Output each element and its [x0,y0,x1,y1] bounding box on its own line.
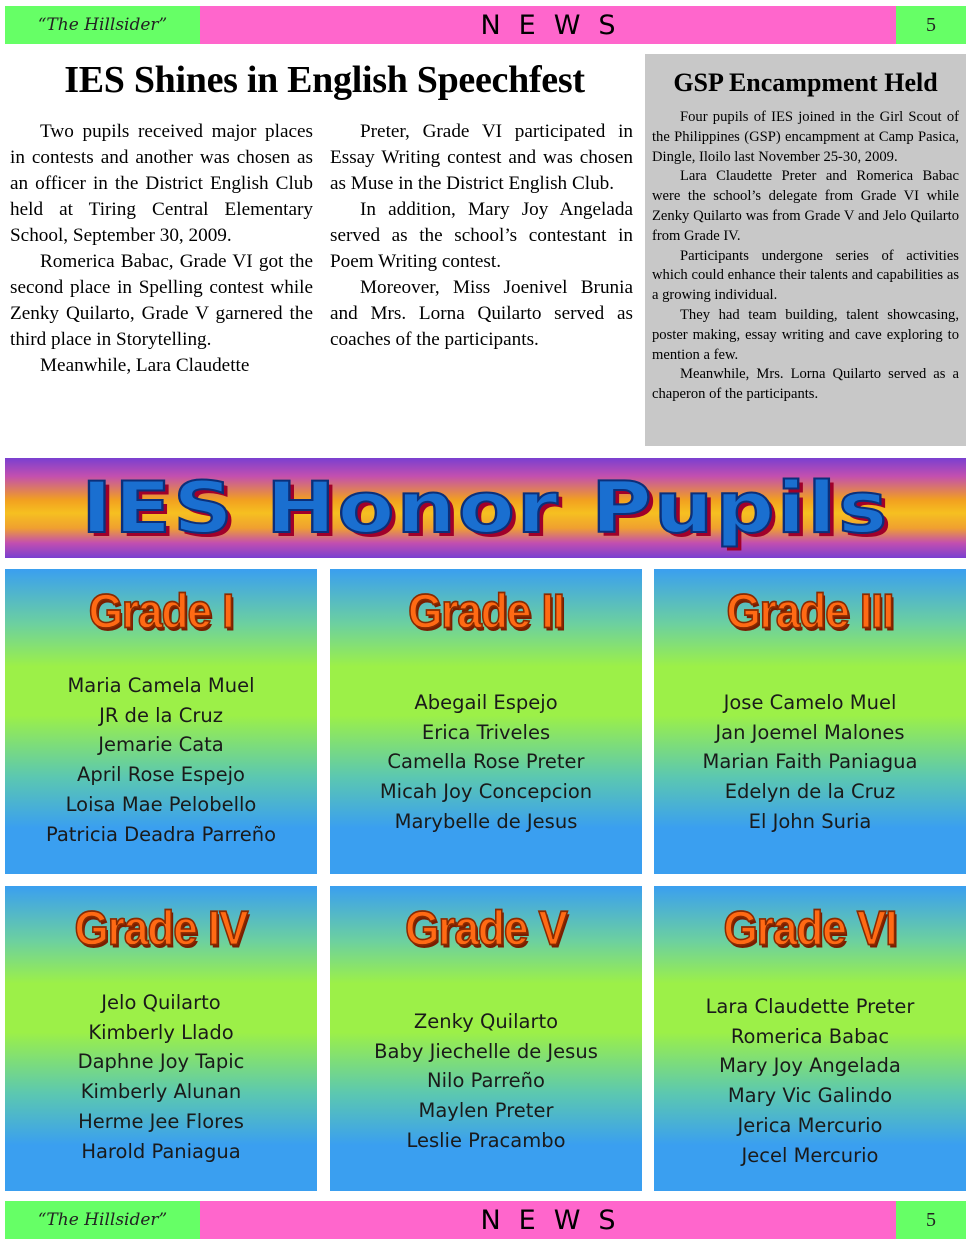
list-item: Mary Joy Angelada [719,1054,901,1078]
grade-card [5,569,317,874]
list-item: Zenky Quilarto [413,1010,559,1033]
side-paragraph: Meanwhile, Mrs. Lorna Quilarto served as a chaperon of the participants. [652,366,959,403]
list-item: Marian Faith Paniagua [702,750,918,774]
list-item: Edelyn de la Cruz [724,780,896,804]
side-paragraph: They had team building, talent showcasing, poster making, essay writing and cave exploring to mention a few. [652,306,959,363]
honor-list [654,992,966,1170]
list-item: Jemarie Cata [98,733,224,757]
honor-list [330,1007,642,1156]
grade-title: Grade II [408,584,564,639]
section-title: NEWS [200,1201,896,1239]
banner-title: IES Honor Pupils [81,467,890,549]
side-paragraph: Participants undergone series of activities which could enhance their talents and capabilities as a growing individual. [652,247,959,304]
grade-title: Grade IV [74,901,248,956]
grade-card [654,569,966,874]
list-item: Romerica Babac [730,1024,890,1048]
side-headline: GSP Encampment Held [673,68,938,97]
list-item: Patricia Deadra Parreño [45,822,277,846]
list-item: Harold Paniagua [81,1139,241,1163]
article-paragraph: Two pupils received major places in contests and another was chosen as an officer in the District English Club held at Tiring Central Elementary School, September 30, 2009. [10,121,313,246]
list-item: Micah Joy Concepcion [379,780,593,804]
page-number: 5 [896,6,966,44]
list-item: Mary Vic Galindo [727,1084,893,1108]
side-paragraph: Lara Claudette Preter and Romerica Babac were the school’s delegate from Grade VI while Zenky Quilarto was from Grade V and Jelo Quilarto from Grade IV. [652,168,959,244]
article-paragraph: Meanwhile, Lara Claudette [40,355,250,376]
list-item: Abegail Espejo [414,691,558,714]
newspaper-name: “The Hillsider” [5,1201,200,1239]
article-paragraph: Moreover, Miss Joenivel Brunia and Mrs. Lorna Quilarto served as coaches of the participants. [330,277,633,350]
honor-list [5,671,317,849]
article-paragraph: Romerica Babac, Grade VI got the second place in Spelling contest while Zenky Quilarto, Grade V garnered the third place in Storytelling. [10,251,313,350]
grade-title: Grade I [88,584,234,639]
list-item: Maylen Preter [418,1099,554,1123]
list-item: JR de la Cruz [99,703,223,727]
list-item: Jan Joemel Malones [715,720,905,744]
list-item: Daphne Joy Tapic [77,1050,245,1074]
header-bar [5,6,966,44]
article-paragraph: In addition, Mary Joy Angelada served as the school’s contestant in Poem Writing contest. [330,199,633,272]
list-item: El John Suria [748,809,872,833]
list-item: Kimberly Llado [88,1020,234,1044]
honor-pupils-banner [5,458,966,558]
list-item: Kimberly Alunan [80,1080,242,1104]
side-paragraph: Four pupils of IES joined in the Girl Scout of the Philippines (GSP) encampment at Camp Pasica, Dingle, Iloilo last November 25-30, 2009. [652,109,959,165]
article-paragraph: Preter, Grade VI participated in Essay Writing contest and was chosen as Muse in the District English Club. [330,121,633,194]
list-item: Erica Triveles [421,720,551,744]
list-item: Nilo Parreño [427,1069,545,1093]
side-article-body [645,108,966,405]
list-item: Camella Rose Preter [387,750,585,774]
page-number: 5 [896,1201,966,1239]
grade-card [5,886,317,1191]
section-title: NEWS [200,6,896,44]
list-item: Jose Camelo Muel [723,691,897,714]
grade-card [330,569,642,874]
list-item: Jerica Mercurio [737,1113,883,1137]
list-item: Baby Jiechelle de Jesus [374,1039,598,1063]
grade-card [330,886,642,1191]
main-headline: IES Shines in English Speechfest [64,59,585,101]
list-item: Marybelle de Jesus [394,809,578,833]
article-column-left [10,119,313,379]
newspaper-name: “The Hillsider” [5,6,200,44]
article-column-right [330,119,633,353]
list-item: Jelo Quilarto [101,991,221,1014]
list-item: Lara Claudette Preter [705,995,915,1018]
grade-title: Grade III [726,584,894,639]
list-item: Loisa Mae Pelobello [65,792,257,816]
list-item: Maria Camela Muel [67,674,255,697]
list-item: Leslie Pracambo [406,1128,566,1152]
honor-list [654,688,966,837]
list-item: April Rose Espejo [77,763,245,787]
honor-list [5,988,317,1166]
honor-list [330,688,642,837]
grade-title: Grade VI [723,901,897,956]
grade-title: Grade V [405,901,567,956]
list-item: Herme Jee Flores [78,1109,244,1133]
footer-bar [5,1201,966,1239]
grade-card [654,886,966,1191]
list-item: Jecel Mercurio [741,1143,879,1167]
side-article-box [645,54,966,446]
